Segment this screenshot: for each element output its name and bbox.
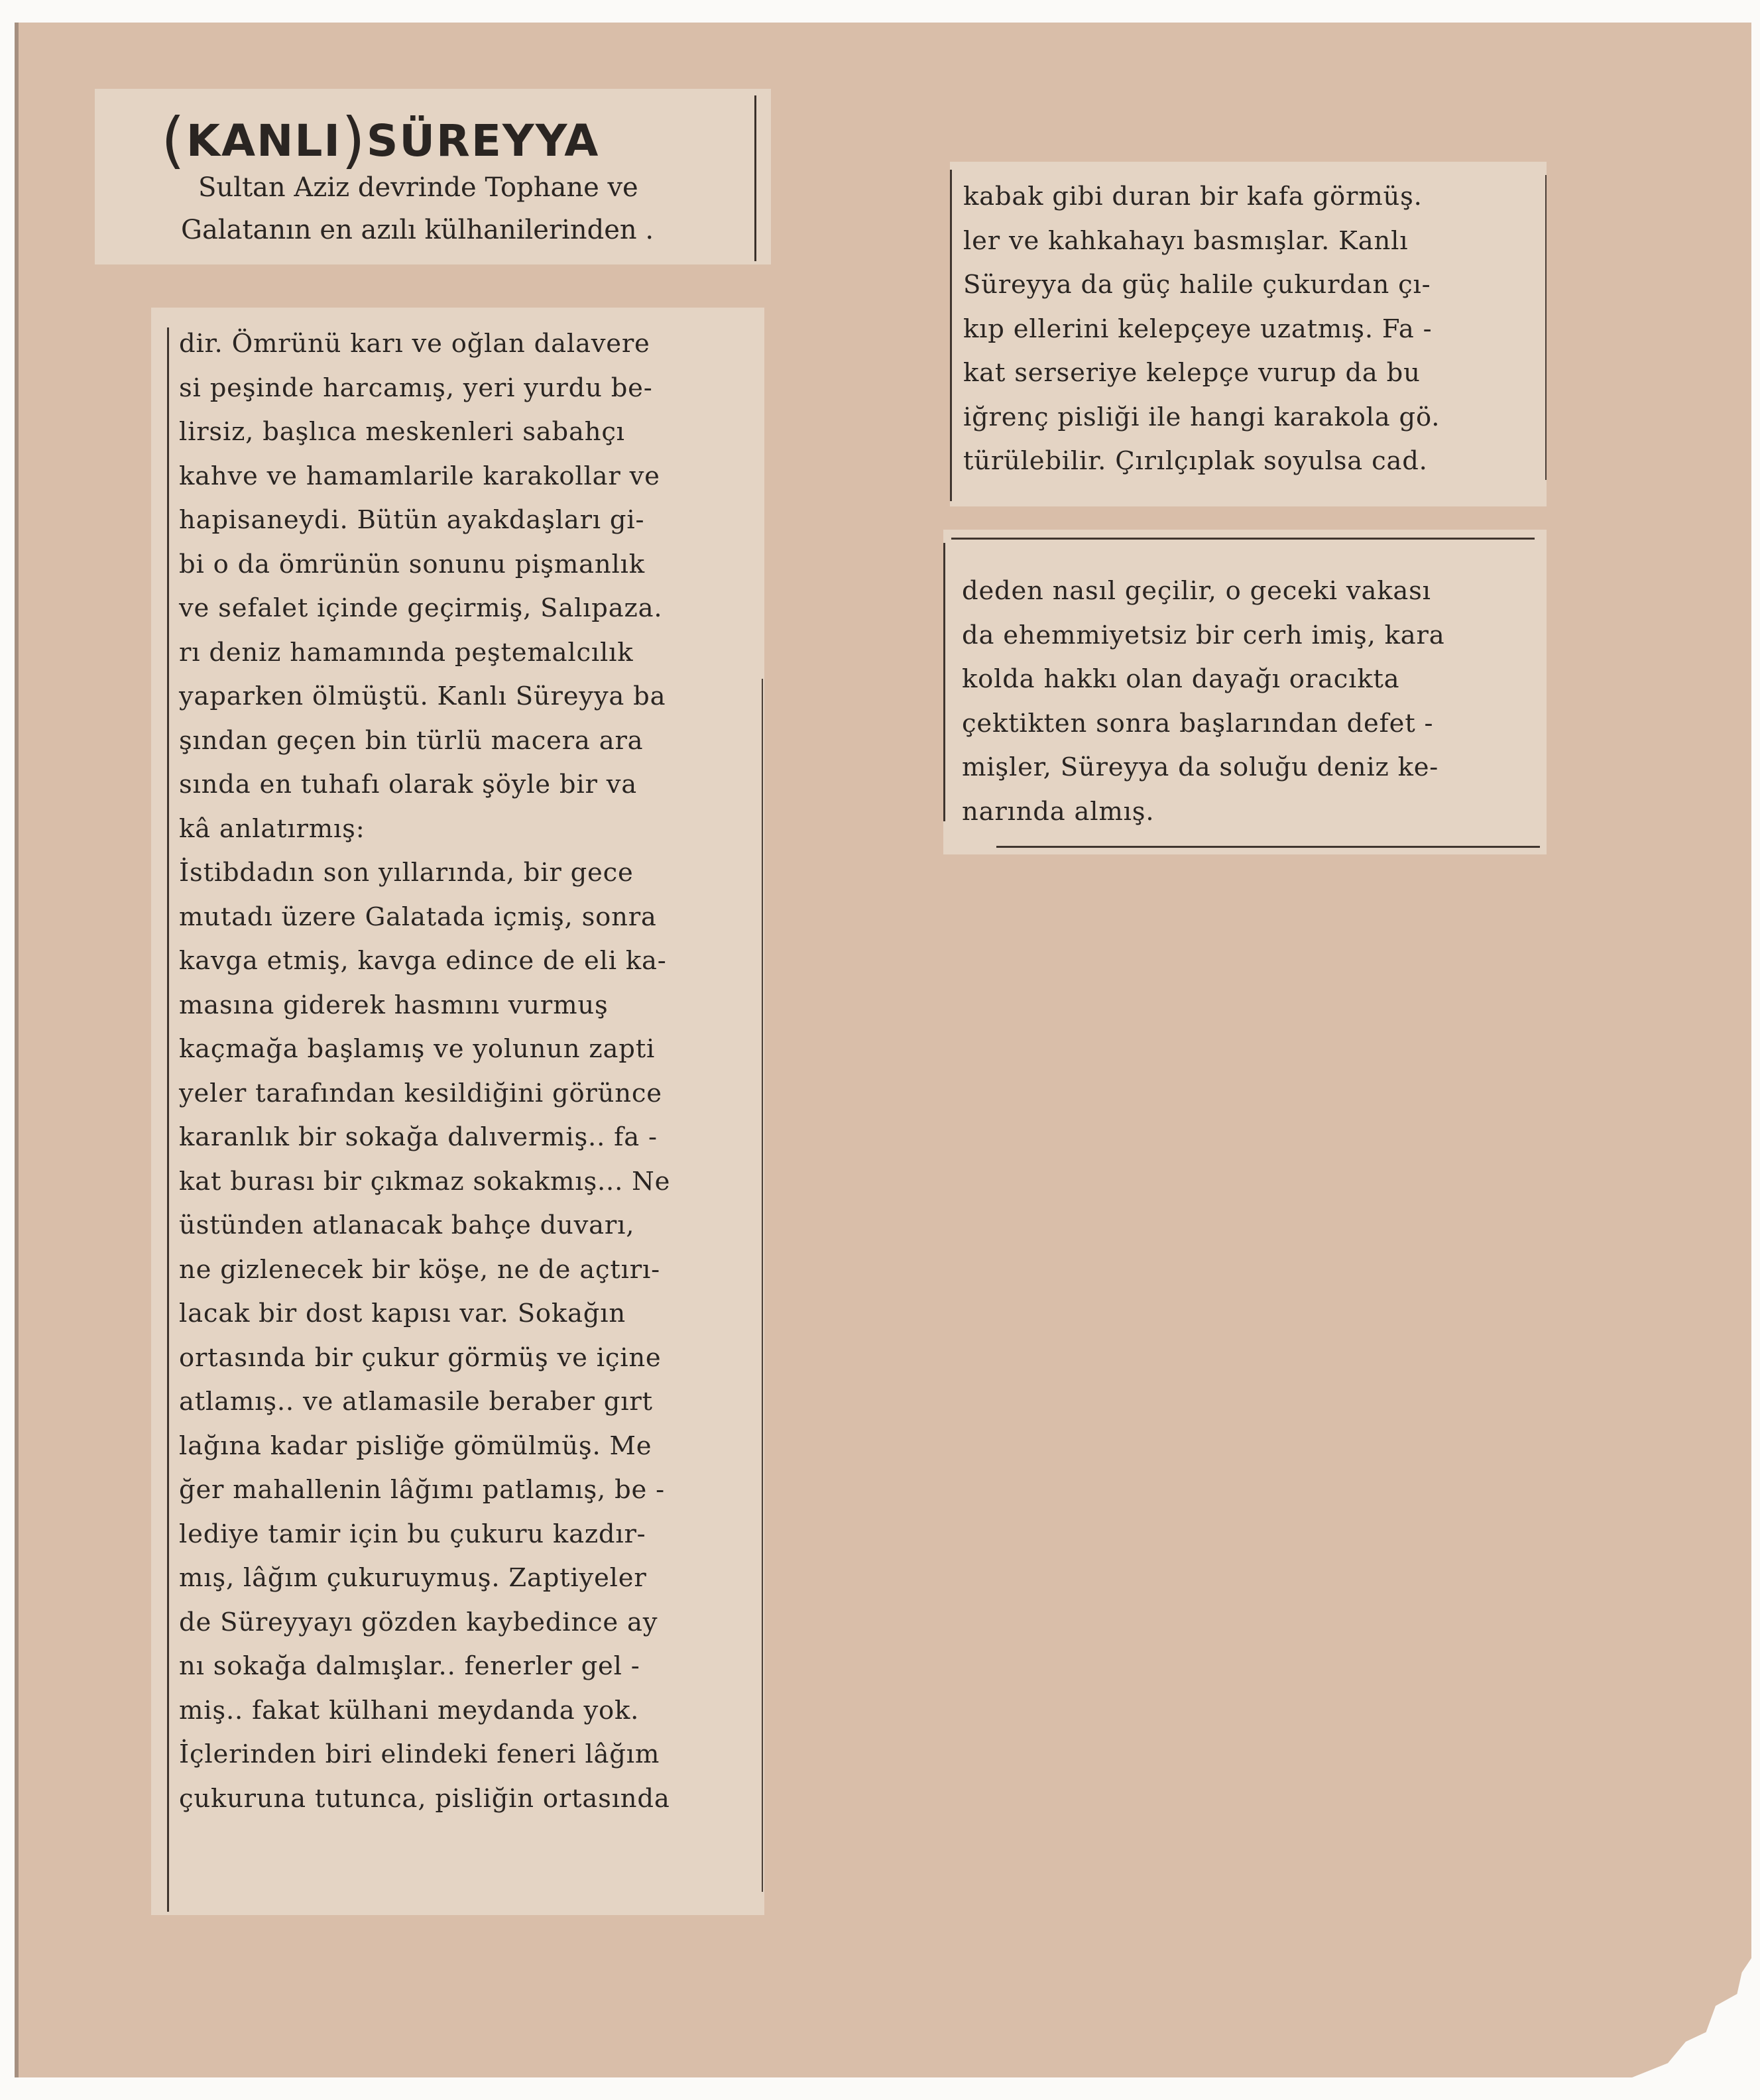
continuation-top-line: kat serseriye kelepçe vurup da bu [963, 358, 1421, 388]
continuation-top-line: kıp ellerini kelepçeye uzatmış. Fa - [963, 314, 1433, 344]
main-article-line: ğer mahallenin lâğımı patlamış, be - [179, 1475, 665, 1505]
main-article-line: kaçmağa başlamış ve yolunun zapti [179, 1034, 656, 1064]
continuation-top-line: Süreyya da güç halile çukurdan çı- [963, 270, 1431, 300]
continuation-bottom-line: da ehemmiyetsiz bir cerh imiş, kara [962, 620, 1445, 650]
continuation-clipping-bottom [943, 530, 1547, 854]
column-rule-right [762, 679, 763, 1892]
main-article-line: karanlık bir sokağa dalıvermiş.. fa - [179, 1122, 658, 1152]
main-article-line: miş.. fakat külhani meydanda yok. [179, 1695, 640, 1725]
main-article-line: kâ anlatırmış: [179, 813, 365, 844]
column-rule-left [950, 170, 952, 501]
headline-subtitle-2: Galatanın en azılı külhanilerinden . [181, 215, 654, 245]
paren-open: ( [161, 105, 186, 176]
continuation-bottom-line: kolda hakkı olan dayağı oracıkta [962, 664, 1400, 694]
main-article-line: hapisaneydi. Bütün ayakdaşları gi- [179, 505, 645, 535]
paren-close: ) [341, 105, 367, 176]
continuation-top-line: iğrenç pisliği ile hangi karakola gö. [963, 402, 1440, 432]
title-word-kanli: KANLI [186, 115, 341, 166]
column-rule-top [951, 538, 1535, 540]
headline-clipping [95, 89, 771, 264]
main-article-line: sında en tuhafı olarak şöyle bir va [179, 770, 638, 799]
main-article-line: İstibdadın son yıllarında, bir gece [179, 858, 634, 888]
headline-subtitle-1: Sultan Aziz devrinde Tophane ve [198, 172, 638, 203]
main-article-line: kavga etmiş, kavga edince de eli ka- [179, 946, 667, 976]
main-article-line: si peşinde harcamış, yeri yurdu be- [179, 373, 653, 403]
main-article-line: lirsiz, başlıca meskenleri sabahçı [179, 417, 625, 447]
main-article-line: de Süreyyayı gözden kaybedince ay [179, 1607, 658, 1637]
headline-title [161, 105, 771, 176]
main-article-line: yeler tarafından kesildiğini görünce [179, 1078, 662, 1108]
paper-sheet [15, 23, 1751, 2077]
main-article-line: nı sokağa dalmışlar.. fenerler gel - [179, 1651, 640, 1681]
column-rule-left [167, 327, 169, 1912]
continuation-clipping-top [950, 162, 1547, 506]
column-rule-bottom [996, 846, 1540, 848]
main-article-line: kahve ve hamamlarile karakollar ve [179, 461, 660, 491]
main-article-line: kat burası bir çıkmaz sokakmış... Ne [179, 1166, 671, 1196]
continuation-top-line: kabak gibi duran bir kafa görmüş. [963, 182, 1423, 211]
main-article-line: mutadı üzere Galatada içmiş, sonra [179, 902, 657, 932]
main-article-line: ortasında bir çukur görmüş ve içine [179, 1342, 662, 1373]
main-article-line: lağına kadar pisliğe gömülmüş. Me [179, 1430, 652, 1461]
continuation-text-bottom [962, 569, 1540, 834]
main-article-line: çukuruna tutunca, pisliğin ortasında [179, 1783, 670, 1814]
main-article-line: şından geçen bin türlü macera ara [179, 725, 644, 756]
continuation-bottom-line: çektikten sonra başlarından defet - [962, 708, 1434, 738]
continuation-text-top [963, 175, 1540, 484]
main-article-line: masına giderek hasmını vurmuş [179, 990, 609, 1020]
column-rule-left [943, 543, 945, 821]
main-article-line: İçlerinden biri elindeki feneri lâğım [179, 1739, 660, 1769]
column-rule-right [1545, 175, 1547, 480]
main-article-line: ve sefalet içinde geçirmiş, Salıpaza. [179, 593, 663, 623]
main-article-text [179, 322, 751, 1821]
main-article-line: atlamış.. ve atlamasile beraber gırt [179, 1387, 653, 1417]
main-article-line: dir. Ömrünü karı ve oğlan dalavere [179, 329, 650, 359]
main-article-line: bi o da ömrünün sonunu pişmanlık [179, 549, 645, 579]
continuation-top-line: ler ve kahkahayı basmışlar. Kanlı [963, 225, 1409, 256]
column-rule [754, 95, 756, 261]
continuation-bottom-line: mişler, Süreyya da soluğu deniz ke- [962, 752, 1439, 782]
continuation-top-line: türülebilir. Çırılçıplak soyulsa cad. [963, 446, 1428, 476]
main-article-line: üstünden atlanacak bahçe duvarı, [179, 1210, 635, 1240]
title-word-sureyya: SÜREYYA [366, 115, 600, 166]
main-article-line: lediye tamir için bu çukuru kazdır- [179, 1519, 646, 1549]
main-article-line: lacak bir dost kapısı var. Sokağın [179, 1299, 626, 1328]
continuation-bottom-line: narında almış. [962, 796, 1155, 827]
main-article-column [151, 308, 764, 1915]
torn-corner [1632, 1958, 1751, 2077]
main-article-line: mış, lâğım çukuruymuş. Zaptiyeler [179, 1563, 647, 1593]
continuation-bottom-line: deden nasıl geçilir, o geceki vakası [962, 576, 1431, 606]
main-article-line: rı deniz hamamında peştemalcılık [179, 637, 634, 668]
main-article-line: ne gizlenecek bir köşe, ne de açtırı- [179, 1254, 660, 1285]
main-article-line: yaparken ölmüştü. Kanlı Süreyya ba [179, 681, 666, 711]
